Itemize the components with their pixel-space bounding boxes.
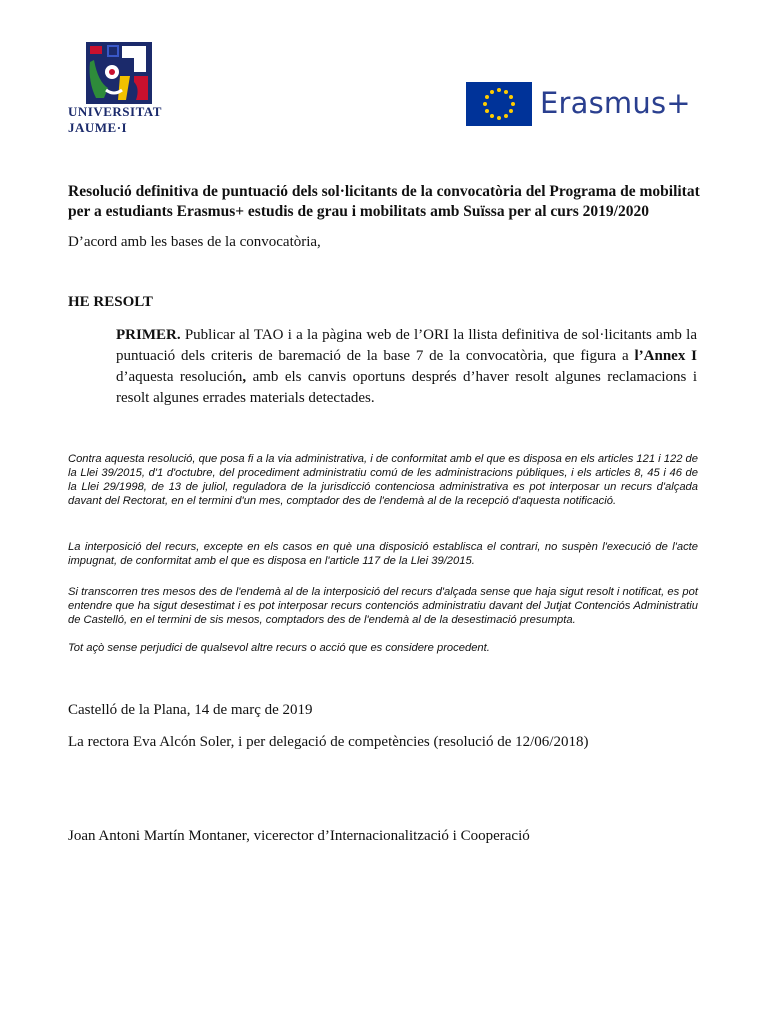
eu-flag-icon bbox=[466, 82, 532, 126]
annex-reference: l’Annex I bbox=[634, 348, 697, 364]
legal-notice-other: Tot açò sense perjudici de qualsevol altre recurs o acció que es considere procedent. bbox=[68, 642, 490, 654]
university-name-line2: JAUME·I bbox=[68, 120, 128, 135]
document-title: Resolució definitiva de puntuació dels sol·licitants de la convocatòria del Programa de mobilitat per a estudiants Erasmus+ estudis de grau i mobilitats amb Suïssa per al curs 2019/2020 bbox=[68, 183, 700, 220]
primer-comma: , bbox=[242, 369, 247, 385]
rector-signature-line: La rectora Eva Alcón Soler, i per delegació de competències (resolució de 12/06/2018) bbox=[68, 734, 589, 750]
vicerector-signature-line: Joan Antoni Martín Montaner, vicerector d’Internacionalització i Cooperació bbox=[68, 828, 530, 844]
erasmus-logo bbox=[466, 82, 696, 126]
intro-paragraph: D’acord amb les bases de la convocatòria, bbox=[68, 234, 321, 250]
university-name-line1: UNIVERSITAT bbox=[68, 104, 162, 119]
primer-label: PRIMER. bbox=[116, 327, 181, 343]
primer-text-3: amb els canvis oportuns després d’haver resolt algunes reclamacions i resolt algunes errades materials detectades. bbox=[116, 369, 697, 406]
erasmus-brand-text: Erasmus+ bbox=[540, 86, 691, 120]
resolve-heading: HE RESOLT bbox=[68, 294, 153, 310]
uji-emblem-icon bbox=[86, 42, 152, 104]
primer-text-2: d’aquesta resolución bbox=[116, 369, 243, 385]
primer-paragraph bbox=[116, 325, 697, 409]
date-line: Castelló de la Plana, 14 de març de 2019 bbox=[68, 702, 313, 718]
uji-logo bbox=[68, 40, 172, 138]
legal-notice-appeal: Contra aquesta resolució, que posa fi a la via administrativa, i de conformitat amb el que es disposa en els articles 121 i 122 de la Llei 39/2015, d'1 d'octubre, del procediment administratiu comú de les administracions públiques, i els articles 8, 45 i 46 de la Llei 29/1998, de 13 de juliol, reguladora de la jurisdicció contenciosa administrativa es pot interposar un recurs d'alçada davant del Rectorat, en el termini d'un mes, comptador des de l'endemà al de la recepció d'aquesta notificació. bbox=[68, 453, 698, 507]
legal-notice-silence: Si transcorren tres mesos des de l'endemà al de la interposició del recurs d'alçada sense que haja sigut resolt i notificat, es pot entendre que ha sigut desestimat i es pot interposar recurs contenciós administratiu davant del Jutjat Contenciós Administratiu de Castelló, en el termini de sis mesos, comptadors des de l'endemà al de la desestimació presumpta. bbox=[68, 586, 698, 626]
primer-text-1: Publicar al TAO i a la pàgina web de l’ORI la llista definitiva de sol·licitants amb la puntuació dels criteris de baremació de la base 7 de la convocatòria, que figura a bbox=[116, 327, 697, 364]
legal-notice-suspension: La interposició del recurs, excepte en els casos en què una disposició establisca el contrari, no suspèn l'execució de l'acte impugnat, de conformitat amb el que es disposa en l'article 117 de la Llei 39/2015. bbox=[68, 541, 698, 567]
